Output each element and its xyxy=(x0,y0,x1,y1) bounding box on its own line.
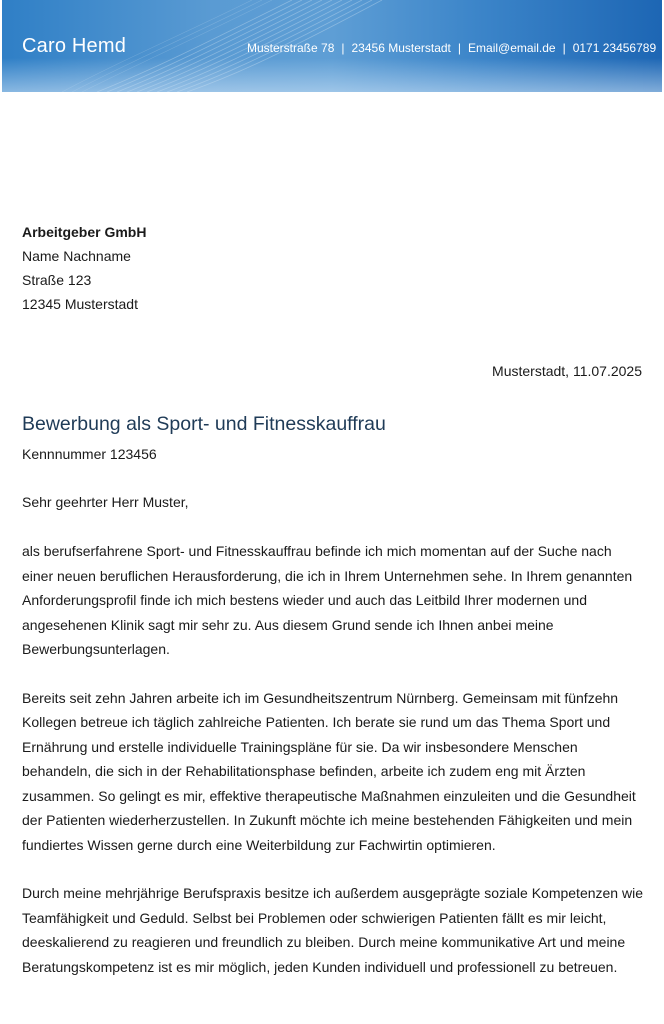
sender-name: Caro Hemd xyxy=(22,35,127,57)
recipient-street: Straße 123 xyxy=(22,272,92,288)
sender-street: Musterstraße 78 xyxy=(247,41,335,55)
salutation: Sehr geehrter Herr Muster, xyxy=(22,494,189,510)
sender-email: Email@email.de xyxy=(468,41,556,55)
letterhead-banner xyxy=(2,0,662,92)
separator: | xyxy=(341,41,345,55)
sender-contact-line xyxy=(247,41,656,55)
sender-city: 23456 Musterstadt xyxy=(351,41,451,55)
letter-body xyxy=(22,539,644,1003)
letter-date: Musterstadt, 11.07.2025 xyxy=(492,363,642,379)
separator: | xyxy=(562,41,566,55)
body-paragraph: Durch meine mehrjährige Berufspraxis besitze ich außerdem ausgeprägte soziale Kompetenzen wie Teamfähigkeit und Geduld. Selbst bei Problemen oder schwierigen Patienten fällt es mir leicht, deeskalierend zu reagieren und freundlich zu bleiben. Durch meine kommunikative Art und meine Beratungskompetenz ist es mir möglich, jeden Kunden individuell und professionell zu betreuen. xyxy=(22,885,643,975)
letter-subject: Bewerbung als Sport- und Fitnesskauffrau xyxy=(22,413,386,435)
separator: | xyxy=(457,41,462,55)
reference-number: Kennnummer 123456 xyxy=(22,446,157,462)
recipient-contact: Name Nachname xyxy=(22,248,131,264)
body-paragraph: als berufserfahrene Sport- und Fitnesskauffrau befinde ich mich momentan auf der Suche nach einer neuen beruflichen Herausforderung, die ich in Ihrem Unternehmen sehe. In Ihrem genannten Anforderungsprofil finde ich mich bestens wieder und auch das Leitbild Ihrer modernen und angesehenen Klinik sagt mir sehr zu. Aus diesem Grund sende ich Ihnen anbei meine Bewerbungsunterlagen. xyxy=(22,543,633,657)
recipient-company: Arbeitgeber GmbH xyxy=(22,224,147,240)
recipient-address xyxy=(22,220,146,316)
body-paragraph: Bereits seit zehn Jahren arbeite ich im Gesundheitszentrum Nürnberg. Gemeinsam mit fünfzehn Kollegen betreue ich täglich zahlreiche Patienten. Ich berate sie rund um das Thema Sport und Ernährung und erstelle individuelle Trainingspläne für sie. Da wir insbesondere Menschen behandeln, die sich in der Rehabilitationsphase befinden, arbeite ich zudem eng mit Ärzten zusammen. So gelingt es mir, effektive therapeutische Maßnahmen einzuleiten und die Gesundheit der Patienten wiederherzustellen. In Zukunft möchte ich meine bestehenden Fähigkeiten und mein fundiertes Wissen gerne durch eine Weiterbildung zur Fachwirtin optimieren. xyxy=(22,689,636,853)
recipient-city: 12345 Musterstadt xyxy=(22,296,138,312)
banner-light-fade xyxy=(2,58,662,92)
sender-phone: 0171 23456789 xyxy=(572,41,657,55)
